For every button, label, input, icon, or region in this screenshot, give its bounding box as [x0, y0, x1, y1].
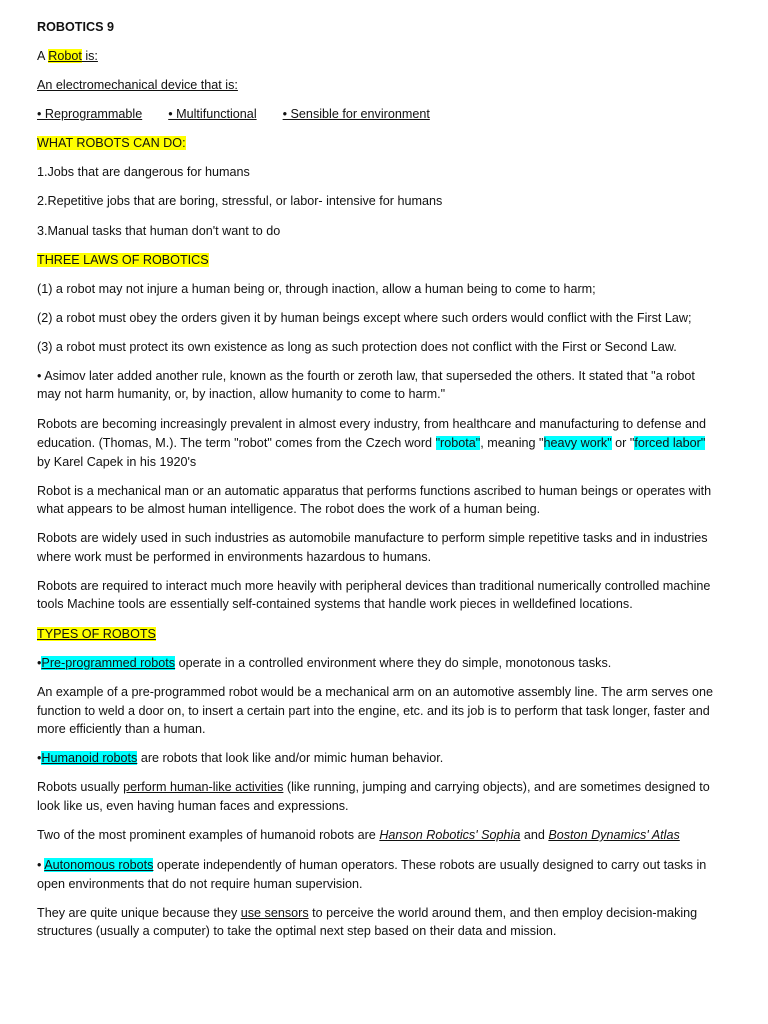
unique-line-1: They are quite unique because they use sensors to perceive the world around them, and then employ decision-making — [37, 906, 698, 920]
humanoid-line: •Humanoid robots are robots that look like and/or mimic human behavior. — [37, 751, 444, 765]
unique-line-2: structures (usually a computer) to take the optimal next step based on their data and mission. — [37, 924, 557, 938]
asimov-line-2: may not harm humanity, or, by inaction, allow humanity to come to harm." — [37, 387, 446, 401]
trait-sensible: • Sensible for environment — [282, 107, 430, 121]
forced-labor-term: forced labor" — [634, 436, 706, 450]
mech-line-1: Robot is a mechanical man or an automatic apparatus that performs functions ascribed to human beings or operates with — [37, 484, 712, 498]
def-prefix: A — [37, 49, 49, 63]
human-like-activities-link: perform human-like activities — [123, 780, 284, 794]
asimov-line-1: • Asimov later added another rule, known as the fourth or zeroth law, that superseded the others. It stated that "a robot — [37, 369, 695, 383]
heavy-work-term: heavy work" — [543, 436, 612, 450]
robota-term: "robota" — [435, 436, 481, 450]
robot-definition-heading — [37, 49, 98, 63]
sophia-example: Hanson Robotics' Sophia — [379, 828, 521, 842]
humanoid-usually-line-2: look like us, even having human faces and expressions. — [37, 799, 349, 813]
prevalent-line-1: Robots are becoming increasingly prevalent in almost every industry, from healthcare and manufacturing to defense and — [37, 417, 706, 431]
trait-reprogrammable: • Reprogrammable — [37, 107, 143, 121]
pre-example-line-3: more efficiently than a human. — [37, 722, 206, 736]
interact-line-2: tools Machine tools are essentially self-contained systems that handle work pieces in welldefined locations. — [37, 597, 633, 611]
prevalent-line-3: by Karel Capek in his 1920's — [37, 455, 197, 469]
autonomous-term: Autonomous robots — [44, 858, 154, 872]
law-3: (3) a robot must protect its own existence as long as such protection does not conflict with the First or Second Law. — [37, 340, 677, 354]
law-1: (1) a robot may not injure a human being or, through inaction, allow a human being to come to harm; — [37, 282, 596, 296]
can-do-heading: WHAT ROBOTS CAN DO: — [37, 136, 186, 150]
can-do-item-2: 2.Repetitive jobs that are boring, stressful, or labor- intensive for humans — [37, 194, 443, 208]
interact-line-1: Robots are required to interact much more heavily with peripheral devices than traditional numerically controlled machine — [37, 579, 711, 593]
use-sensors-link: use sensors — [240, 906, 309, 920]
types-heading: TYPES OF ROBOTS — [37, 627, 156, 641]
traits-list — [37, 107, 430, 121]
widely-line-1: Robots are widely used in such industries as automobile manufacture to perform simple repetitive tasks and in industries — [37, 531, 708, 545]
humanoid-term: Humanoid robots — [41, 751, 138, 765]
law-2: (2) a robot must obey the orders given it by human beings except where such orders would conflict with the First Law; — [37, 311, 692, 325]
humanoid-examples-line: Two of the most prominent examples of humanoid robots are Hanson Robotics' Sophia and Boston Dynamics' Atlas — [37, 828, 680, 842]
def-suffix: is: — [81, 49, 98, 63]
can-do-item-1: 1.Jobs that are dangerous for humans — [37, 165, 250, 179]
widely-line-2: where work must be performed in environments hazardous to humans. — [37, 550, 432, 564]
mech-line-2: what appears to be almost human intelligence. The robot does the work of a human being. — [37, 502, 541, 516]
autonomous-line-2: open environments that do not require human supervision. — [37, 877, 363, 891]
pre-example-line-2: function to weld a door on, to insert a certain part into the engine, etc. and its job is to perform that task longer, faster and — [37, 704, 710, 718]
autonomous-line-1: • Autonomous robots operate independently of human operators. These robots are usually designed to carry out tasks in — [37, 858, 707, 872]
atlas-example: Boston Dynamics' Atlas — [548, 828, 680, 842]
laws-heading: THREE LAWS OF ROBOTICS — [37, 253, 209, 267]
preprogrammed-term: Pre-programmed robots — [41, 656, 176, 670]
can-do-item-3: 3.Manual tasks that human don't want to do — [37, 224, 281, 238]
preprogrammed-line: •Pre-programmed robots operate in a controlled environment where they do simple, monotonous tasks. — [37, 656, 612, 670]
humanoid-usually-line-1: Robots usually perform human-like activities (like running, jumping and carrying objects), and are sometimes designed to — [37, 780, 710, 794]
robot-term: Robot — [48, 49, 82, 63]
prevalent-line-2: education. (Thomas, M.). The term "robot" comes from the Czech word "robota", meaning "heavy work" or "forced labor" — [37, 436, 706, 450]
trait-multifunctional: • Multifunctional — [168, 107, 257, 121]
device-subtitle: An electromechanical device that is: — [37, 78, 238, 92]
pre-example-line-1: An example of a pre-programmed robot would be a mechanical arm on an automotive assembly line. The arm serves one — [37, 685, 713, 699]
doc-title: ROBOTICS 9 — [37, 20, 114, 34]
